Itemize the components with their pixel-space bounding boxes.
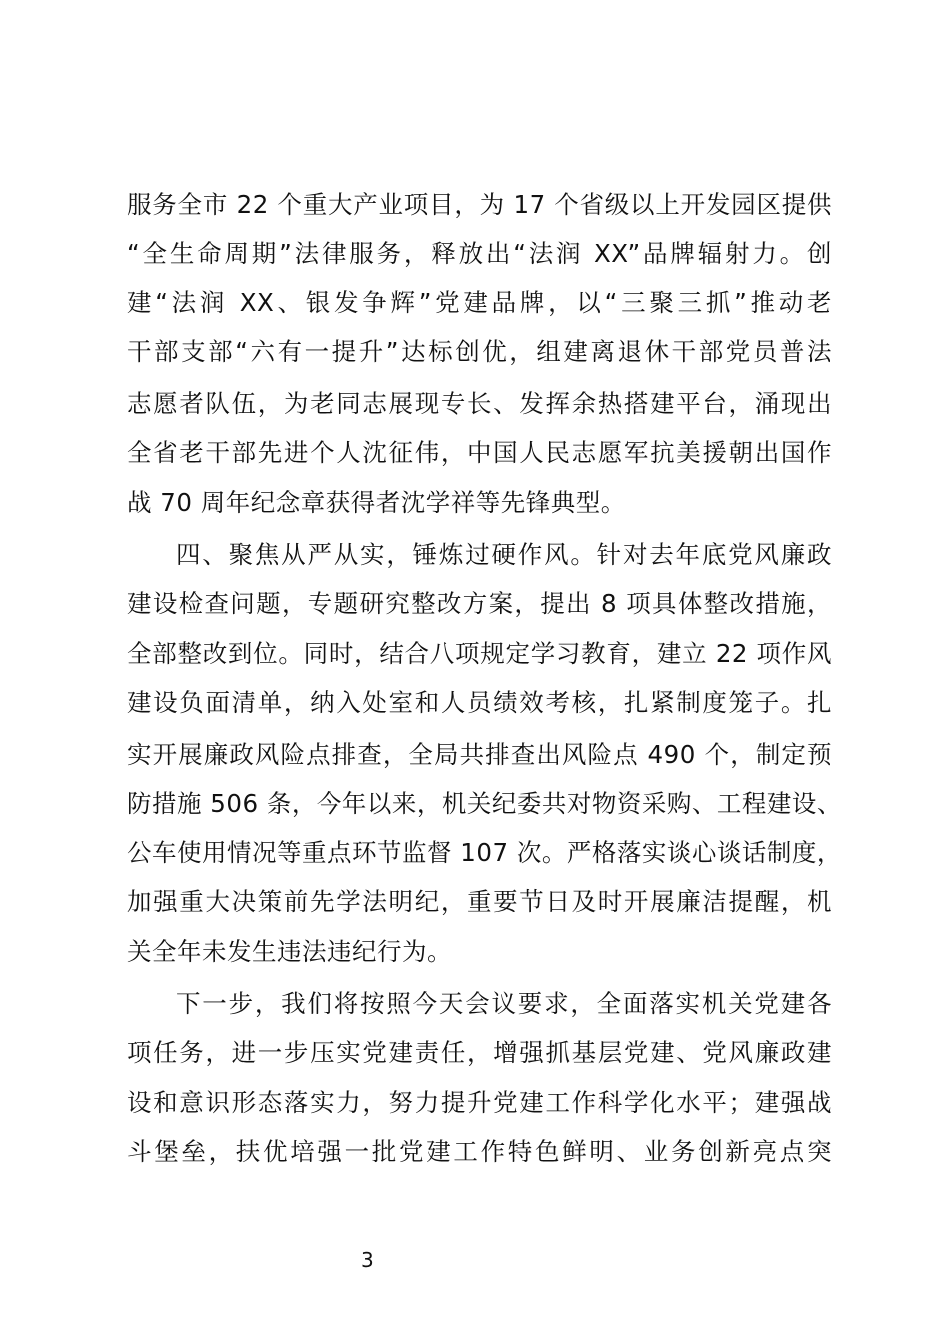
paragraph-3-line-1: 下一步，我们将按照今天会议要求，全面落实机关党建各 [176,989,832,1018]
paragraph-2-line-6: 防措施 506 条，今年以来，机关纪委共对物资采购、工程建设、 [127,789,842,818]
paragraph-2-line-9: 关全年未发生违法违纪行为。 [127,937,452,966]
paragraph-3-line-3: 设和意识形态落实力，努力提升党建工作科学化水平；建强战 [127,1088,832,1117]
paragraph-1-line-1: 服务全市 22 个重大产业项目，为 17 个省级以上开发园区提供 [127,190,832,219]
paragraph-2-line-5: 实开展廉政风险点排查，全局共排查出风险点 490 个，制定预 [127,740,832,769]
paragraph-3-line-4: 斗堡垒，扶优培强一批党建工作特色鲜明、业务创新亮点突 [127,1137,832,1166]
paragraph-2-line-1: 四、聚焦从严从实，锤炼过硬作风。针对去年底党风廉政 [176,540,832,569]
paragraph-1-line-6: 全省老干部先进个人沈征伟，中国人民志愿军抗美援朝出国作 [127,438,832,467]
paragraph-2-line-7: 公车使用情况等重点环节监督 107 次。严格落实谈心谈话制度， [127,838,842,867]
paragraph-2-line-4: 建设负面清单，纳入处室和人员绩效考核，扎紧制度笼子。扎 [127,688,832,717]
paragraph-3-line-2: 项任务，进一步压实党建责任，增强抓基层党建、党风廉政建 [127,1038,832,1067]
paragraph-1-line-5: 志愿者队伍，为老同志展现专长、发挥余热搭建平台，涌现出 [127,389,832,418]
paragraph-1-line-2: “全生命周期”法律服务，释放出“法润 XX”品牌辐射力。创 [127,239,832,268]
paragraph-1-line-4: 干部支部“六有一提升”达标创优，组建离退休干部党员普法 [127,337,832,366]
paragraph-2-line-3: 全部整改到位。同时，结合八项规定学习教育，建立 22 项作风 [127,639,832,668]
paragraph-1-line-7: 战 70 周年纪念章获得者沈学祥等先锋典型。 [127,488,626,517]
paragraph-2-line-8: 加强重大决策前先学法明纪，重要节日及时开展廉洁提醒，机 [127,887,832,916]
paragraph-2-line-2: 建设检查问题，专题研究整改方案，提出 8 项具体整改措施， [127,589,832,618]
paragraph-1-line-3: 建“法润 XX、银发争辉”党建品牌，以“三聚三抓”推动老 [127,288,832,317]
page-number: 3 [361,1248,374,1272]
